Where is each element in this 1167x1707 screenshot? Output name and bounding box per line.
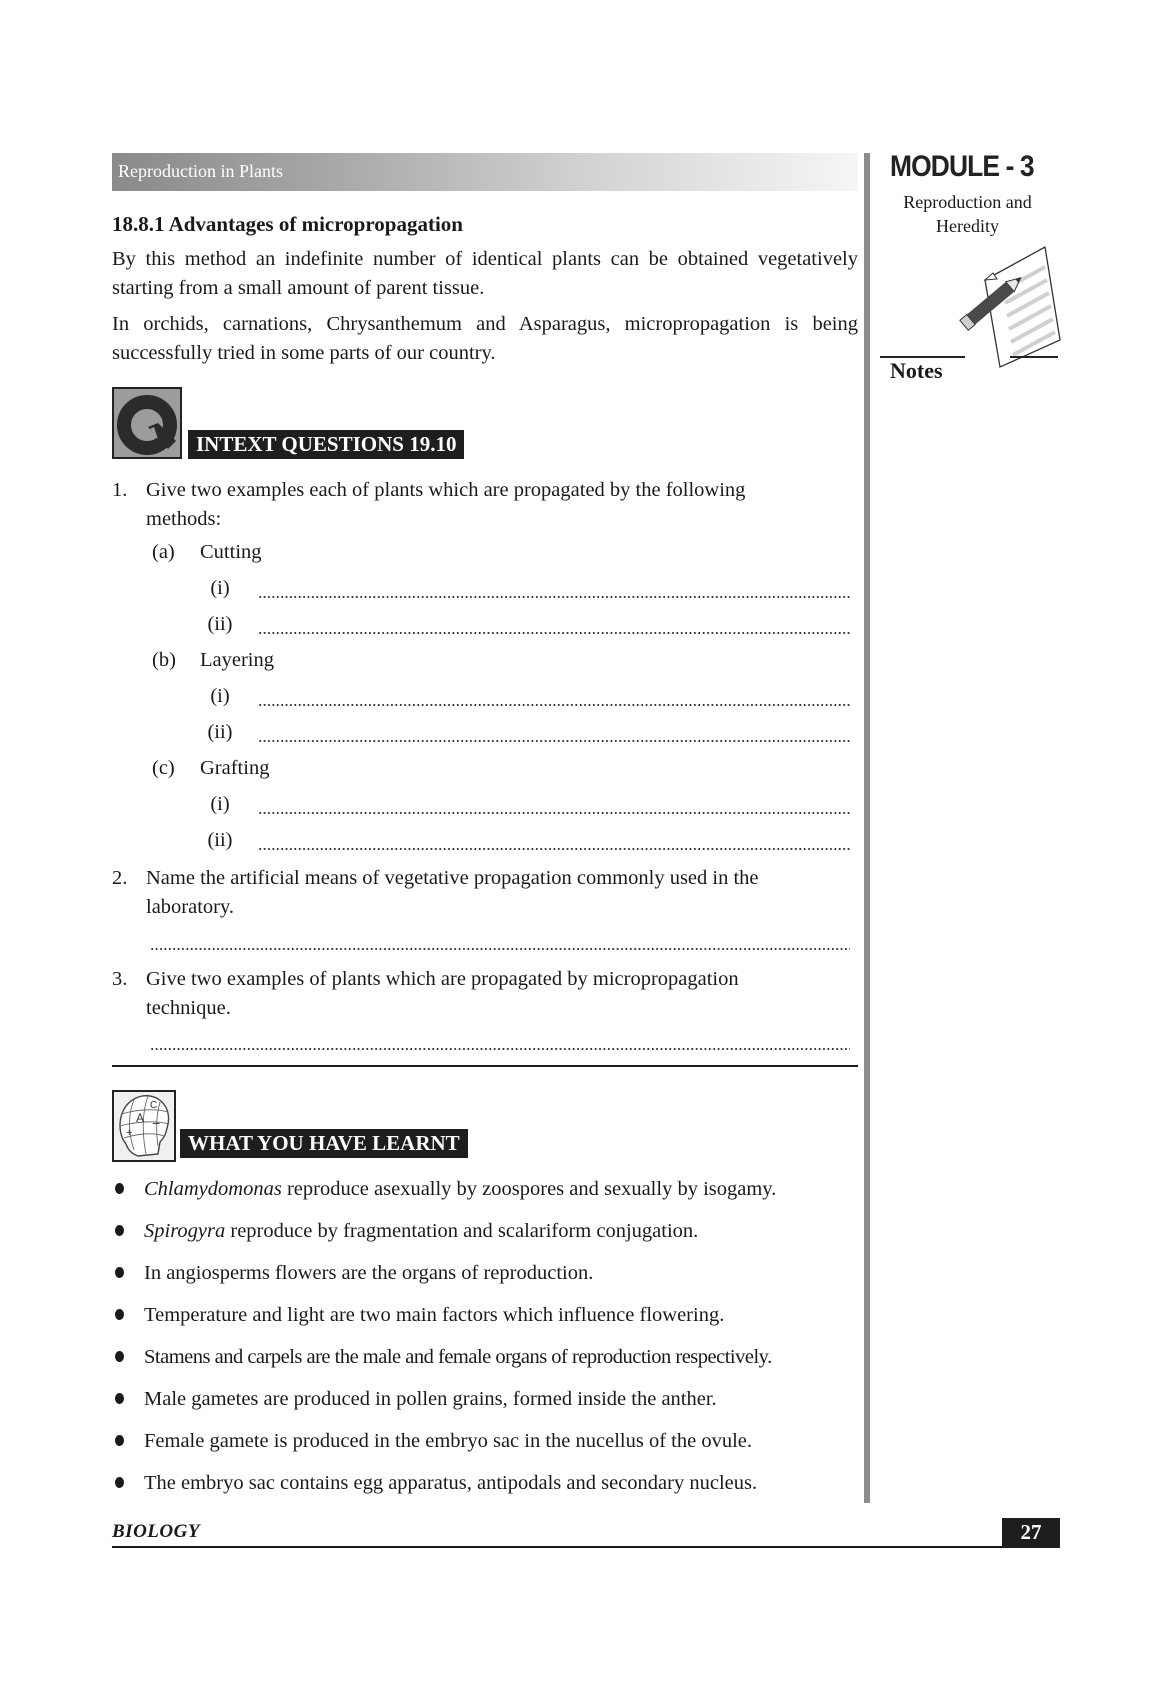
answer-label: (ii) (207, 613, 233, 635)
bullet-icon (115, 1477, 124, 1488)
answer-label: (i) (210, 793, 230, 815)
answer-label: (ii) (207, 721, 233, 743)
summary-bullet (112, 1343, 858, 1372)
answer-blank[interactable] (150, 948, 850, 950)
what-you-have-learnt-title: WHAT YOU HAVE LEARNT (180, 1129, 468, 1158)
pencil-paper-icon (945, 245, 1065, 370)
question-3-cont: technique. (146, 997, 231, 1019)
part-text-grafting: Grafting (200, 757, 270, 779)
summary-bullet (112, 1469, 858, 1498)
paragraph: In orchids, carnations, Chrysanthemum and Asparagus, micropropagation is being successfully tried in some parts of our country. (112, 313, 858, 364)
summary-bullet (112, 1175, 858, 1204)
question-1 (112, 476, 858, 505)
question-number: 3. (112, 968, 128, 990)
question-1-cont: methods: (146, 508, 222, 530)
question-3 (112, 965, 858, 994)
answer-blank[interactable] (258, 596, 850, 598)
bullet-icon (115, 1183, 124, 1194)
question-2-cont: laboratory. (146, 896, 235, 918)
section-divider (112, 1065, 858, 1067)
bullet-text: The embryo sac contains egg apparatus, antipodals and secondary nucleus. (144, 1472, 758, 1494)
margin-divider (864, 153, 870, 1503)
intext-questions-title: INTEXT QUESTIONS 19.10 (188, 430, 464, 459)
answer-blank[interactable] (258, 632, 850, 634)
notes-rule-right (1010, 356, 1058, 358)
question-text: Give two examples of plants which are propagated by micropropagation (146, 968, 739, 990)
part-text-cutting: Cutting (200, 541, 262, 563)
paragraph: By this method an indefinite number of identical plants can be obtained vegetatively starting from a small amount of parent tissue. (112, 248, 858, 299)
bullet-text: Stamens and carpels are the male and female organs of reproduction respectively. (144, 1346, 772, 1368)
bullet-text: In angiosperms flowers are the organs of reproduction. (144, 1262, 594, 1284)
answer-label: (i) (210, 577, 230, 599)
running-header-bar (112, 153, 858, 191)
svg-text:+: + (126, 1127, 133, 1139)
question-text: Give two examples each of plants which are propagated by the following (146, 479, 746, 501)
part-text-layering: Layering (200, 649, 274, 671)
summary-bullet (112, 1217, 858, 1246)
question-2 (112, 864, 858, 893)
bullet-text: Temperature and light are two main factors which influence flowering. (144, 1304, 725, 1326)
bullet-italic: Spirogyra (144, 1220, 226, 1242)
bullet-text: Male gametes are produced in pollen grains, formed inside the anther. (144, 1388, 717, 1410)
answer-blank[interactable] (150, 1048, 850, 1050)
footer-subject: BIOLOGY (112, 1521, 200, 1542)
summary-bullet (112, 1301, 858, 1330)
part-label-c: (c) (152, 757, 175, 779)
answer-blank[interactable] (258, 704, 850, 706)
bullet-text: Female gamete is produced in the embryo sac in the nucellus of the ovule. (144, 1430, 752, 1452)
bullet-text: reproduce by fragmentation and scalariform conjugation. (225, 1220, 699, 1242)
part-label-b: (b) (152, 649, 176, 671)
question-number: 1. (112, 479, 128, 501)
module-title: MODULE - 3 (890, 150, 1034, 183)
question-q-icon (112, 387, 182, 459)
notes-label: Notes (890, 358, 943, 383)
module-subtitle-line1: Reproduction and (903, 192, 1032, 212)
bullet-icon (115, 1309, 124, 1320)
answer-label: (i) (210, 685, 230, 707)
page-number: 27 (1002, 1518, 1060, 1548)
bullet-icon (115, 1351, 124, 1362)
svg-text:A: A (136, 1111, 145, 1125)
bullet-text: reproduce asexually by zoospores and sexually by isogamy. (281, 1178, 777, 1200)
answer-blank[interactable] (258, 740, 850, 742)
brain-head-icon (112, 1090, 176, 1162)
bullet-icon (115, 1435, 124, 1446)
part-label-a: (a) (152, 541, 175, 563)
question-number: 2. (112, 867, 128, 889)
summary-bullet (112, 1427, 858, 1456)
bullet-italic: Chlamydomonas (144, 1178, 282, 1200)
svg-text:C: C (150, 1100, 158, 1111)
section-heading: 18.8.1 Advantages of micropropagation (112, 212, 463, 236)
answer-label: (ii) (207, 829, 233, 851)
bullet-icon (115, 1267, 124, 1278)
footer-rule (112, 1546, 1004, 1548)
answer-blank[interactable] (258, 848, 850, 850)
summary-bullet (112, 1385, 858, 1414)
answer-blank[interactable] (258, 812, 850, 814)
running-title: Reproduction in Plants (118, 161, 283, 181)
question-text: Name the artificial means of vegetative propagation commonly used in the (146, 867, 759, 889)
bullet-icon (115, 1225, 124, 1236)
module-subtitle-line2: Heredity (936, 216, 999, 236)
summary-bullet (112, 1259, 858, 1288)
bullet-icon (115, 1393, 124, 1404)
module-subtitle (880, 190, 1055, 238)
svg-text:−: − (152, 1115, 161, 1131)
